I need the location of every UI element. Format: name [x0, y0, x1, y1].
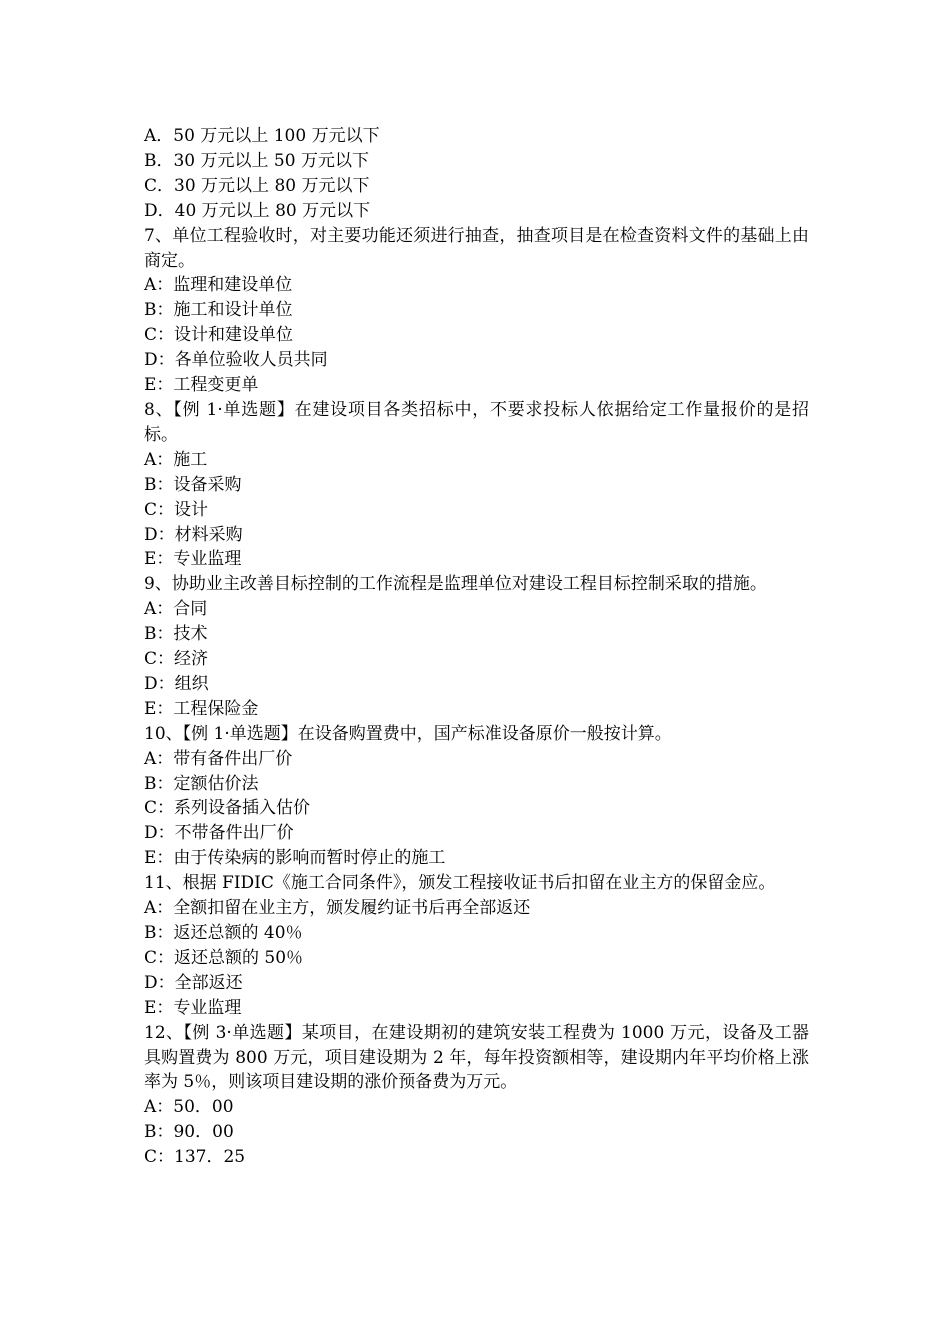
q11-option-b: B：返还总额的 40％ — [144, 923, 303, 943]
q8-option-b: B：设备采购 — [144, 474, 242, 495]
q10-option-a: A：带有备件出厂价 — [144, 748, 293, 769]
q7-option-d: D：各单位验收人员共同 — [144, 350, 328, 371]
q10-stem: 10、【例 1·单选题】在设备购置费中，国产标准设备原价一般按计算。 — [144, 723, 672, 744]
q8-option-c: C：设计 — [144, 499, 209, 520]
q8-stem: 8、【例 1·单选题】在建设项目各类招标中，不要求投标人依据给定工作量报价的是招标。 — [144, 399, 809, 445]
q9-option-a: A：合同 — [144, 599, 208, 620]
q9-option-d: D：组织 — [144, 673, 209, 694]
q11-stem: 11、根据 FIDIC《施工合同条件》，颁发工程接收证书后扣留在业主方的保留金应。 — [144, 873, 776, 894]
q10-option-e: E：由于传染病的影响而暂时停止的施工 — [144, 848, 446, 869]
q7-option-a: A：监理和建设单位 — [144, 275, 293, 296]
q8-option-a: A：施工 — [144, 449, 208, 470]
q9-option-c: C：经济 — [144, 649, 209, 670]
q10-option-d: D：不带备件出厂价 — [144, 823, 294, 844]
question-10 — [144, 722, 809, 871]
q8-option-d: D：材料采购 — [144, 524, 243, 545]
q7-stem: 7、单位工程验收时，对主要功能还须进行抽查，抽查项目是在检查资料文件的基础上由商定。 — [144, 225, 809, 271]
question-9 — [144, 572, 809, 721]
q12-stem: 12、【例 3·单选题】某项目，在建设期初的建筑安装工程费为 1000 万元，设备及工器具购置费为 800 万元，项目建设期为 2 年，每年投资额相等，建设期内年平均价格上涨率为 5％，则该项目建设期的涨价预备费为万元。 — [144, 1022, 809, 1093]
document-page — [144, 124, 809, 1170]
q11-option-c: C：返还总额的 50％ — [144, 947, 304, 968]
question-8 — [144, 398, 809, 572]
q6-options — [144, 124, 809, 224]
q7-option-e: E：工程变更单 — [144, 375, 259, 396]
q11-option-e: E：专业监理 — [144, 997, 242, 1018]
q7-option-c: C：设计和建设单位 — [144, 325, 294, 346]
question-7 — [144, 224, 809, 398]
q7-option-b: B：施工和设计单位 — [144, 300, 293, 321]
q12-option-a: A：50．00 — [144, 1097, 234, 1118]
question-11 — [144, 871, 809, 1020]
q10-option-c: C：系列设备插入估价 — [144, 798, 311, 819]
q12-option-b: B：90．00 — [144, 1122, 234, 1143]
q6-option-a: A．50 万元以上 100 万元以下 — [144, 126, 380, 146]
q9-stem: 9、协助业主改善目标控制的工作流程是监理单位对建设工程目标控制采取的措施。 — [144, 574, 767, 595]
q9-option-e: E：工程保险金 — [144, 698, 259, 719]
q11-option-d: D：全部返还 — [144, 972, 243, 993]
q6-option-b: B．30 万元以上 50 万元以下 — [144, 150, 369, 171]
question-12 — [144, 1021, 809, 1170]
q9-option-b: B：技术 — [144, 624, 208, 645]
q11-option-a: A：全额扣留在业主方，颁发履约证书后再全部返还 — [144, 898, 531, 919]
q8-option-e: E：专业监理 — [144, 549, 242, 570]
q12-option-c: C：137．25 — [144, 1147, 246, 1168]
q6-option-d: D．40 万元以上 80 万元以下 — [144, 200, 371, 221]
q6-option-c: C．30 万元以上 80 万元以下 — [144, 175, 370, 196]
q10-option-b: B：定额估价法 — [144, 773, 259, 794]
